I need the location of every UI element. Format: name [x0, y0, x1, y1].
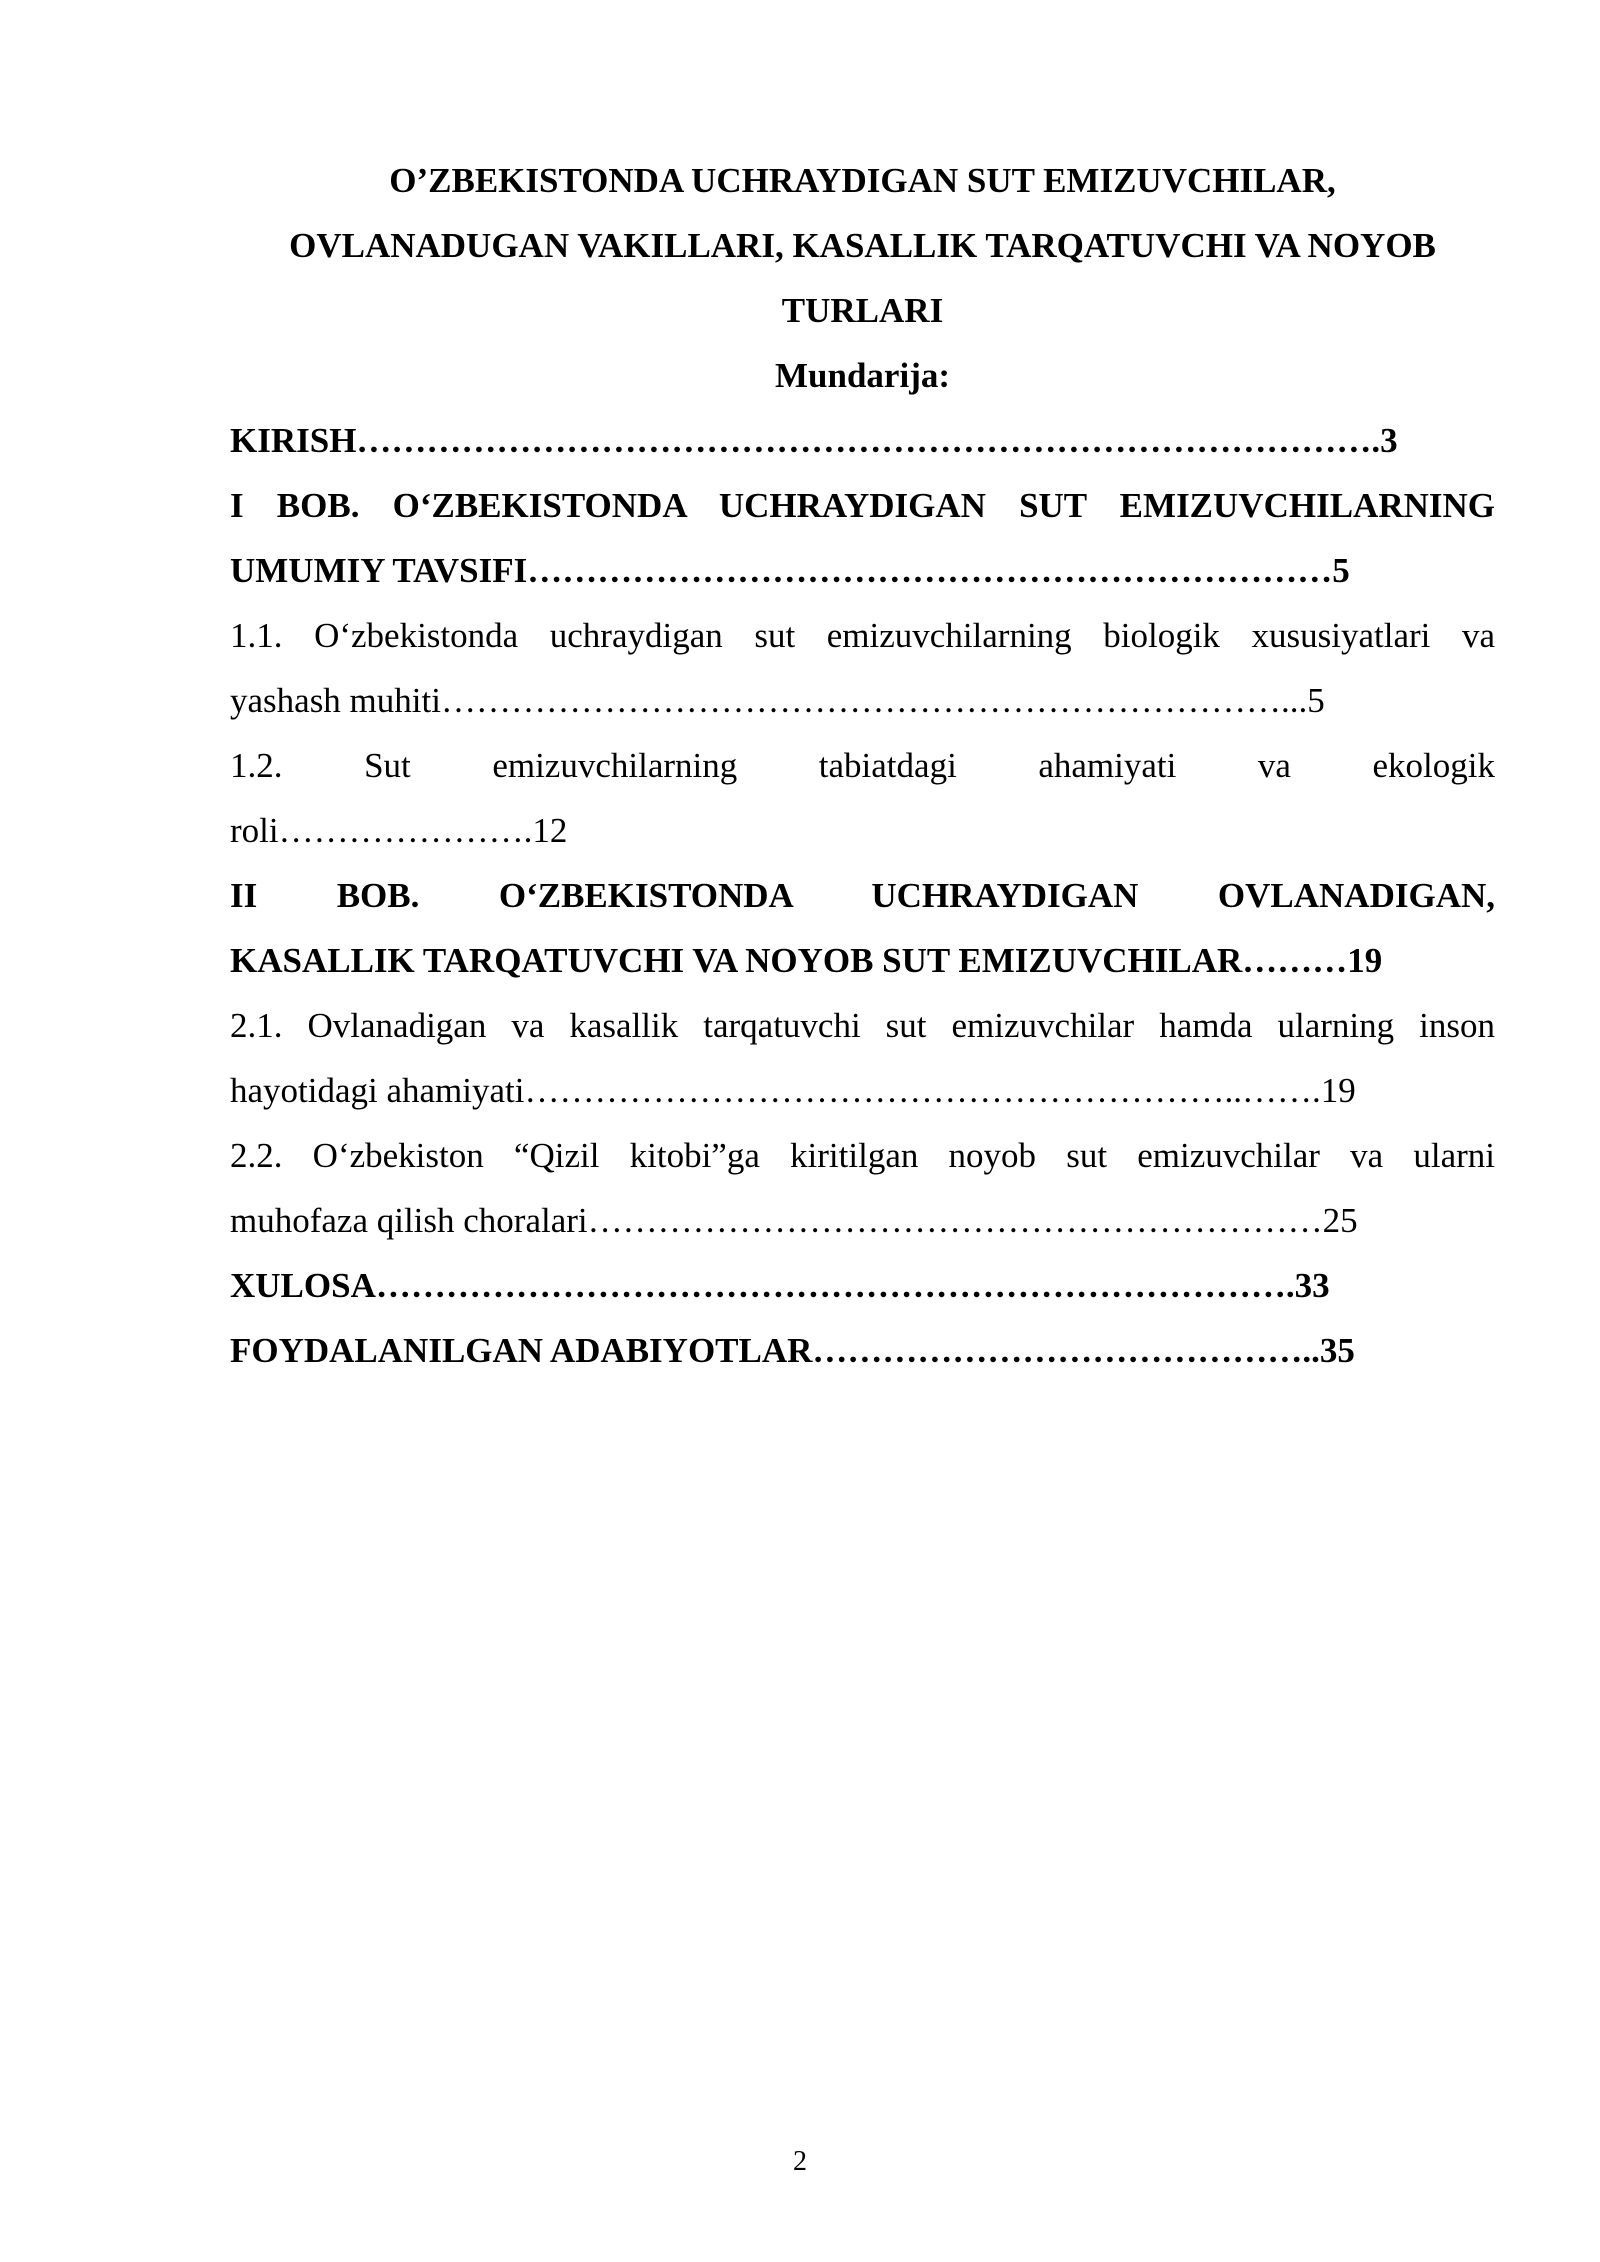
toc-entry-bob-2	[230, 863, 1495, 993]
toc-entry-section-1-1-line-1: 1.1. O‘zbekistonda uchraydigan sut emizuvchilarning biologik xususiyatlari va	[230, 616, 1495, 655]
toc-entry-xulosa-text: XULOSA…………………………………………………………………….33	[230, 1266, 1330, 1305]
toc-entry-section-1-2-line-2: roli………………….12	[230, 811, 568, 850]
toc-entry-bob-1-line-2: UMUMIY TAVSIFI……………………………………………………………5	[230, 551, 1350, 590]
document-title	[230, 148, 1495, 343]
toc-entry-section-2-2-line-2: muhofaza qilish choralari………………………………………………………25	[230, 1201, 1358, 1240]
title-line-3: TURLARI	[781, 291, 944, 330]
toc-heading: Mundarija:	[775, 356, 950, 395]
toc-entry-adabiyotlar	[230, 1318, 1495, 1383]
title-line-2: OVLANADUGAN VAKILLARI, KASALLIK TARQATUVCHI VA NOYOB	[289, 226, 1436, 265]
toc-entry-bob-1	[230, 473, 1495, 603]
toc-entry-section-2-1	[230, 993, 1495, 1123]
toc-entry-kirish	[230, 408, 1495, 473]
page-content	[230, 148, 1495, 1383]
toc-entry-section-2-1-line-1: 2.1. Ovlanadigan va kasallik tarqatuvchi sut emizuvchilar hamda ularning inson	[230, 1006, 1495, 1045]
toc-entry-bob-2-line-1: II BOB. O‘ZBEKISTONDA UCHRAYDIGAN OVLANADIGAN,	[230, 876, 1495, 915]
toc-entry-kirish-text: KIRISH…………………………………………………………………………….3	[230, 421, 1398, 460]
toc-entry-section-2-1-line-2: hayotidagi ahamiyati……………………………………………………..…….19	[230, 1071, 1356, 1110]
toc-entry-bob-1-line-1: I BOB. O‘ZBEKISTONDA UCHRAYDIGAN SUT EMIZUVCHILARNING	[230, 486, 1495, 525]
toc-entry-section-1-1-line-2: yashash muhiti………………………………………………………………...5	[230, 681, 1325, 720]
toc-entry-section-2-2-line-1: 2.2. O‘zbekiston “Qizil kitobi”ga kiritilgan noyob sut emizuvchilar va ularni	[230, 1136, 1495, 1175]
title-line-1: O’ZBEKISTONDA UCHRAYDIGAN SUT EMIZUVCHILAR,	[389, 161, 1336, 200]
toc-entry-section-1-2	[230, 733, 1495, 863]
toc-entry-section-1-2-line-1: 1.2. Sut emizuvchilarning tabiatdagi ahamiyati va ekologik	[230, 746, 1495, 785]
toc-entry-bob-2-line-2: KASALLIK TARQATUVCHI VA NOYOB SUT EMIZUVCHILAR………19	[230, 941, 1383, 980]
toc-entry-adabiyotlar-text: FOYDALANILGAN ADABIYOTLAR……………………………………..35	[230, 1331, 1355, 1370]
toc-entry-section-1-1	[230, 603, 1495, 733]
toc-entry-xulosa	[230, 1253, 1495, 1318]
page-number: 2	[793, 2146, 807, 2177]
toc-entry-section-2-2	[230, 1123, 1495, 1253]
